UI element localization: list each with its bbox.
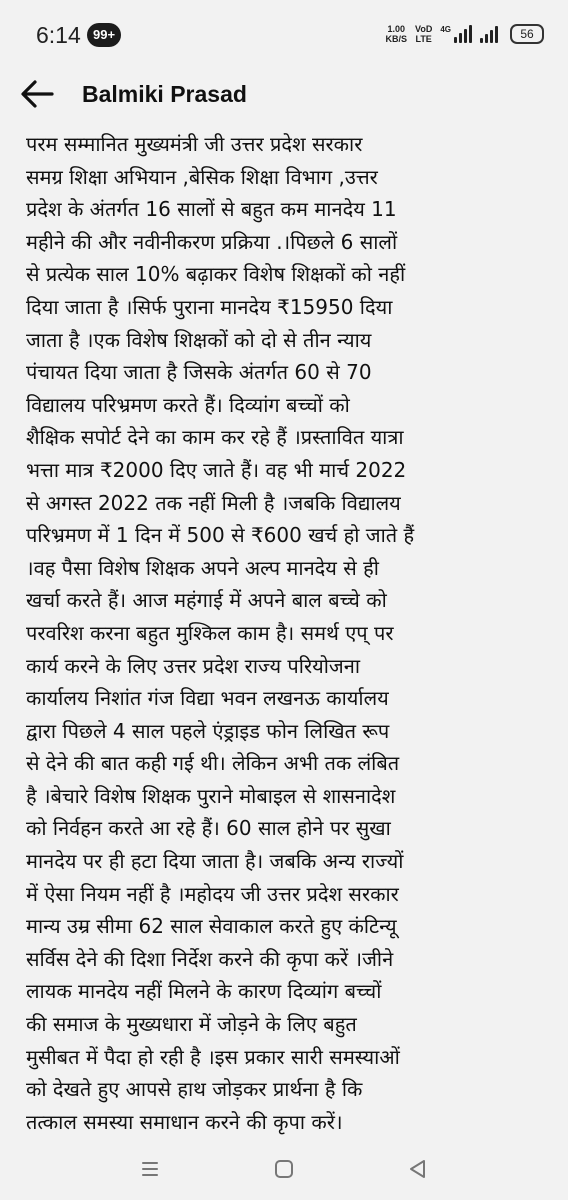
- message-line: को निर्वहन करते आ रहे हैं। 60 साल होने पर सुखा: [26, 816, 391, 841]
- message-line: पंचायत दिया जाता है जिसके अंतर्गत 60 से 70: [26, 360, 372, 385]
- message-line: से अगस्त 2022 तक नहीं मिली है ।जबकि विद्यालय: [26, 490, 401, 515]
- network-speed-unit: KB/S: [385, 34, 407, 44]
- notification-badge: 99+: [87, 23, 121, 47]
- message-line: खर्चा करते हैं। आज महंगाई में अपने बाल बच्चे को: [26, 588, 387, 613]
- system-nav-bar: [0, 1138, 568, 1200]
- message-line: में ऐसा नियम नहीं है ।महोदय जी उत्तर प्रदेश सरकार: [26, 881, 399, 906]
- signal-type-label: 4G: [440, 25, 451, 34]
- app-bar: [0, 64, 568, 126]
- message-line: विद्यालय परिभ्रमण करते हैं। दिव्यांग बच्चों को: [26, 392, 350, 417]
- message-line: तत्काल समस्या समाधान करने की कृपा करें।: [26, 1109, 343, 1134]
- volte-bottom: LTE: [415, 34, 432, 44]
- back-button[interactable]: [14, 70, 64, 120]
- volte-indicator: [415, 24, 432, 44]
- message-line: परिभ्रमण में 1 दिन में 500 से ₹600 खर्च हो जाते हैं: [26, 523, 415, 548]
- page-title: Balmiki Prasad: [82, 81, 247, 107]
- status-time: 6:14: [36, 22, 81, 48]
- message-line: है ।बेचारे विशेष शिक्षक पुराने मोबाइल से शासनादेश: [26, 783, 396, 808]
- message-line: दिया जाता है ।सिर्फ पुराना मानदेय ₹15950 दिया: [26, 294, 393, 319]
- triangle-left-icon: [398, 1154, 438, 1184]
- message-line: कार्यालय निशांत गंज विद्या भवन लखनऊ कार्यालय: [26, 686, 389, 711]
- message-line: जाता है ।एक विशेष शिक्षकों को दो से तीन न्याय: [26, 327, 372, 352]
- message-line: लायक मानदेय नहीं मिलने के कारण दिव्यांग बच्चों: [26, 979, 382, 1004]
- message-line: शैक्षिक सपोर्ट देने का काम कर रहे हैं ।प्रस्तावित यात्रा: [26, 425, 404, 450]
- message-line: परवरिश करना बहुत मुश्किल काम है। समर्थ एप् पर: [26, 620, 394, 645]
- back-nav-button[interactable]: [398, 1154, 438, 1184]
- message-line: भत्ता मात्र ₹2000 दिए जाते हैं। वह भी मार्च 2022: [26, 457, 407, 482]
- message-body: [26, 128, 558, 1138]
- message-line: समग्र शिक्षा अभियान ,बेसिक शिक्षा विभाग ,उत्तर: [26, 164, 378, 189]
- signal-strength-2-icon: [480, 25, 498, 43]
- message-line: द्वारा पिछले 4 साल पहले एंड्राइड फोन लिखित रूप: [26, 718, 390, 743]
- message-line: मानदेय पर ही हटा दिया जाता है। जबकि अन्य राज्यों: [26, 849, 404, 874]
- message-line: महीने की और नवीनीकरण प्रक्रिया .।पिछले 6 सालों: [26, 229, 398, 254]
- message-line: मान्य उम्र सीमा 62 साल सेवाकाल करते हुए कंटिन्यू: [26, 914, 397, 939]
- message-line: प्रदेश के अंतर्गत 16 सालों से बहुत कम मानदेय 11: [26, 197, 397, 222]
- message-line: परम सम्मानित मुख्यमंत्री जी उत्तर प्रदेश सरकार: [26, 132, 363, 156]
- network-speed: [385, 24, 407, 44]
- message-line: मुसीबत में पैदा हो रही है ।इस प्रकार सारी समस्याओं: [26, 1044, 400, 1069]
- status-indicators: [385, 20, 544, 48]
- message-line: सर्विस देने की दिशा निर्देश करने की कृपा करें ।जीने: [26, 946, 394, 971]
- message-line: ।वह पैसा विशेष शिक्षक अपने अल्प मानदेय से ही: [26, 555, 379, 580]
- message-line: को देखते हुए आपसे हाथ जोड़कर प्रार्थना है कि: [26, 1077, 363, 1102]
- message-line: से प्रत्येक साल 10% बढ़ाकर विशेष शिक्षकों को नहीं: [26, 262, 406, 287]
- battery-icon: 56: [510, 24, 544, 44]
- volte-top: VoD: [414, 24, 433, 34]
- rounded-square-icon: [264, 1154, 304, 1184]
- message-line: की समाज के मुख्यधारा में जोड़ने के लिए बहुत: [26, 1012, 357, 1037]
- home-button[interactable]: [264, 1154, 304, 1184]
- network-speed-value: 1.00: [387, 24, 405, 34]
- recents-button[interactable]: [130, 1154, 170, 1184]
- signal-strength-icon: [440, 25, 472, 43]
- status-bar: [0, 0, 568, 64]
- menu-lines-icon: [130, 1154, 170, 1184]
- message-line: से देने की बात कही गई थी। लेकिन अभी तक लंबित: [26, 751, 400, 776]
- message-line: कार्य करने के लिए उत्तर प्रदेश राज्य परियोजना: [26, 653, 361, 678]
- arrow-left-icon: [14, 70, 64, 120]
